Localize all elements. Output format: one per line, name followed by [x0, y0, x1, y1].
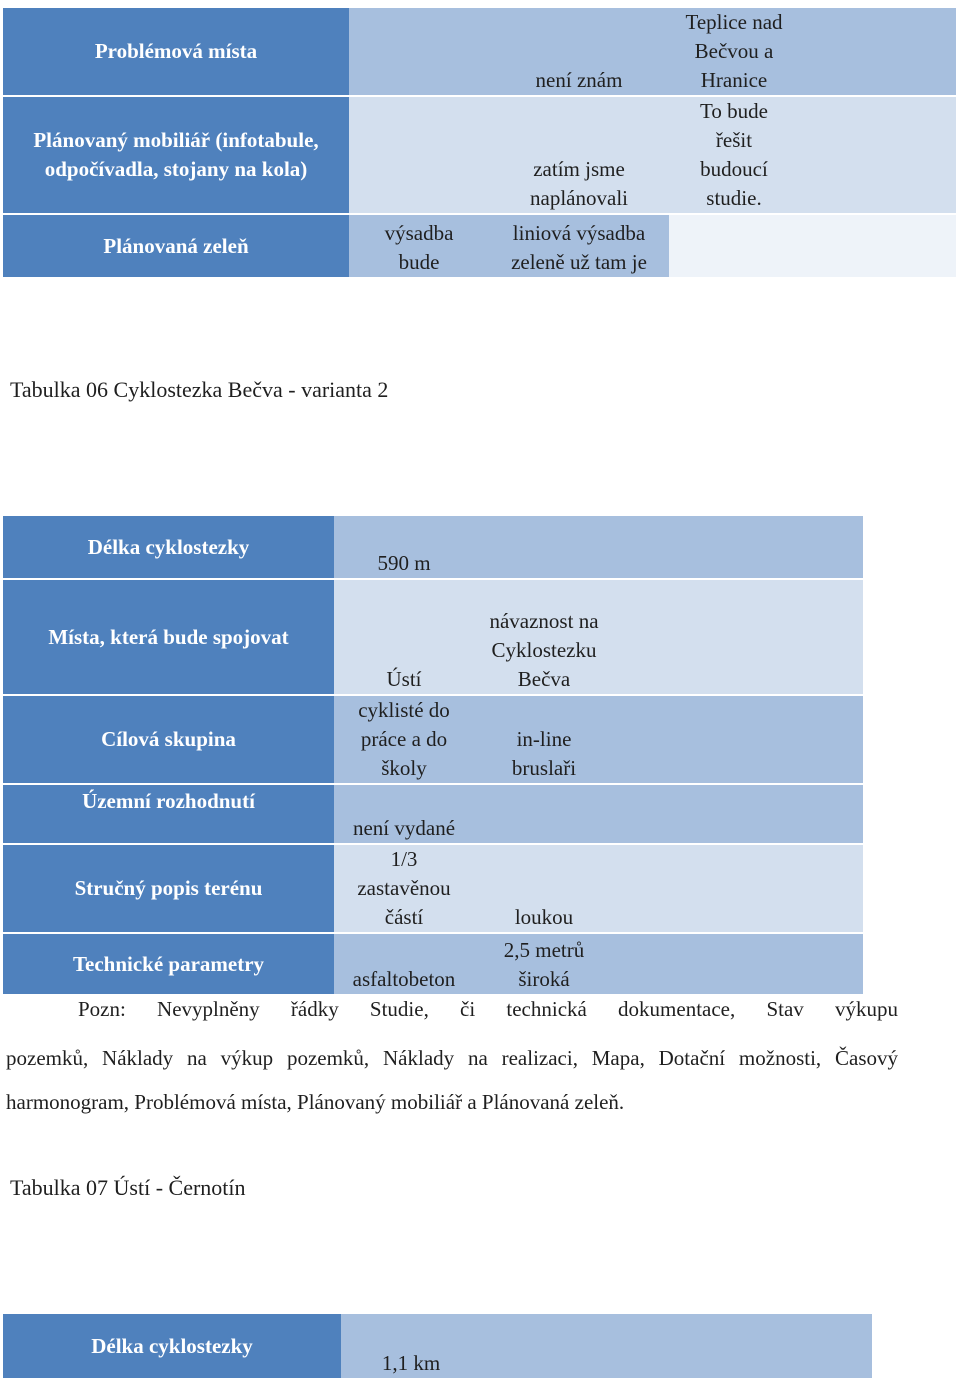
cell	[739, 579, 863, 695]
cell	[614, 784, 739, 844]
cell	[614, 933, 739, 995]
cell: není vydané	[334, 784, 474, 844]
table-row	[3, 579, 863, 695]
cell: To bude řešit budoucí studie.	[669, 96, 799, 214]
cell: zatím jsme naplánovali	[489, 96, 669, 214]
cell	[474, 516, 614, 579]
cell	[739, 933, 863, 995]
cell	[799, 96, 956, 214]
cell	[739, 516, 863, 579]
cell: cyklisté do práce a do školy	[334, 695, 474, 784]
cell: Teplice nad Bečvou a Hranice	[669, 8, 799, 96]
row-label: Místa, která bude spojovat	[3, 579, 334, 695]
cell	[614, 516, 739, 579]
cell	[614, 844, 739, 933]
cell: loukou	[474, 844, 614, 933]
table-row	[3, 695, 863, 784]
table-row	[3, 214, 956, 278]
table-06-note	[6, 996, 898, 1124]
note-line-1: Pozn: Nevyplněny řádky Studie, či technická dokumentace, Stav výkupu	[78, 997, 898, 1021]
row-label: Plánovaná zeleň	[3, 214, 349, 278]
table-row	[3, 844, 863, 933]
cell	[349, 96, 489, 214]
row-label: Cílová skupina	[3, 695, 334, 784]
row-label: Délka cyklostezky	[3, 516, 334, 579]
row-label: Plánovaný mobiliář (infotabule, odpočívadla, stojany na kola)	[3, 96, 349, 214]
table-row	[3, 1314, 872, 1379]
note-text: pozemků, Náklady na výkup pozemků, Náklady na realizaci, Mapa, Dotační možnosti, Časový harmonogram, Problémová místa, Plánovaný mobiliář a Plánovaná zeleň.	[6, 1046, 898, 1114]
cell	[799, 214, 956, 278]
table-row	[3, 516, 863, 579]
cell	[614, 579, 739, 695]
cell: in-line bruslaři	[474, 695, 614, 784]
cell: asfaltobeton	[334, 933, 474, 995]
cell: 2,5 metrů široká	[474, 933, 614, 995]
cell: liniová výsadba zeleně už tam je	[489, 214, 669, 278]
row-label: Technické parametry	[3, 933, 334, 995]
cell	[739, 784, 863, 844]
cell	[349, 8, 489, 96]
table-row	[3, 933, 863, 995]
cell	[621, 1314, 746, 1379]
table-05	[3, 8, 956, 279]
cell: výsadba bude	[349, 214, 489, 278]
cell: Ústí	[334, 579, 474, 695]
row-label: Problémová místa	[3, 8, 349, 96]
table-07	[3, 1314, 872, 1380]
row-label: Územní rozhodnutí	[3, 784, 334, 844]
table-06	[3, 516, 863, 996]
row-label: Délka cyklostezky	[3, 1314, 341, 1379]
cell	[669, 214, 799, 278]
cell: 1/3 zastavěnou částí	[334, 844, 474, 933]
cell	[739, 695, 863, 784]
cell	[474, 784, 614, 844]
table-row	[3, 8, 956, 96]
cell	[746, 1314, 872, 1379]
table-row	[3, 784, 863, 844]
row-label: Stručný popis terénu	[3, 844, 334, 933]
cell	[739, 844, 863, 933]
cell: 1,1 km	[341, 1314, 481, 1379]
table-07-caption: Tabulka 07 Ústí - Černotín	[10, 1175, 246, 1200]
cell: není znám	[489, 8, 669, 96]
cell	[614, 695, 739, 784]
table-06-caption: Tabulka 06 Cyklostezka Bečva - varianta 2	[10, 377, 389, 402]
table-row	[3, 96, 956, 214]
cell	[481, 1314, 621, 1379]
cell	[799, 8, 956, 96]
cell: 590 m	[334, 516, 474, 579]
cell: návaznost na Cyklostezku Bečva	[474, 579, 614, 695]
